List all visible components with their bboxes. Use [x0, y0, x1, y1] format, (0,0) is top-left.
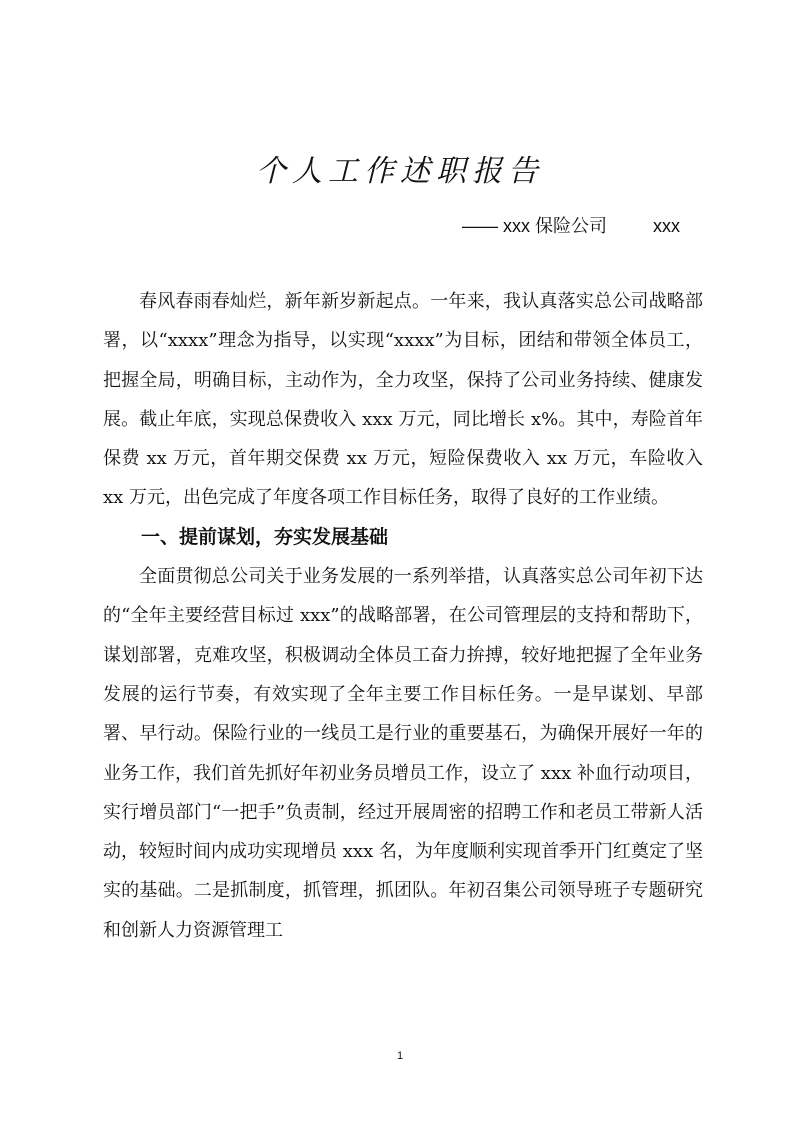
- byline-dash: ——: [461, 216, 498, 236]
- document-byline: [462, 212, 680, 240]
- document-title: 个人工作述职报告: [256, 154, 544, 189]
- document-body: [103, 282, 703, 950]
- section-paragraph: 全面贯彻总公司关于业务发展的一系列举措，认真落实总公司年初下达的“全年主要经营目标过 xxx”的战略部署，在公司管理层的支持和帮助下，谋划部署，克难攻坚，积极调动全体员工奋力拚搏，较好地把握了全年业务发展的运行节奏，有效实现了全年主要工作目标任务。一是早谋划、早部署、早行动。保险行业的一线员工是行业的重要基石，为确保开展好一年的业务工作，我们首先抓好年初业务员增员工作，设立了 xxx 补血行动项目，实行增员部门“一把手”负责制，经过开展周密的招聘工作和老员工带新人活动，较短时间内成功实现增员 xxx 名，为年度顺利实现首季开门红奠定了坚实的基础。二是抓制度，抓管理，抓团队。年初召集公司领导班子专题研究和创新人力资源管理工: [103, 566, 703, 941]
- page-number: 1: [396, 1050, 404, 1062]
- intro-paragraph: 春风春雨春灿烂，新年新岁新起点。一年来，我认真落实总公司战略部署，以“xxxx”理念为指导，以实现“xxxx”为目标，团结和带领全体员工，把握全局，明确目标，主动作为，全力攻坚，保持了公司业务持续、健康发展。截止年底，实现总保费收入 xxx 万元，同比增长 x%。其中，寿险首年保费 xx 万元，首年期交保费 xx 万元，短险保费收入 xx 万元，车险收入 xx 万元，出色完成了年度各项工作目标任务，取得了良好的工作业绩。: [103, 291, 703, 509]
- byline-author: xxx: [653, 216, 680, 236]
- section-heading: 一、提前谋划，夯实发展基础: [141, 525, 389, 548]
- byline-company: xxx 保险公司: [502, 216, 607, 236]
